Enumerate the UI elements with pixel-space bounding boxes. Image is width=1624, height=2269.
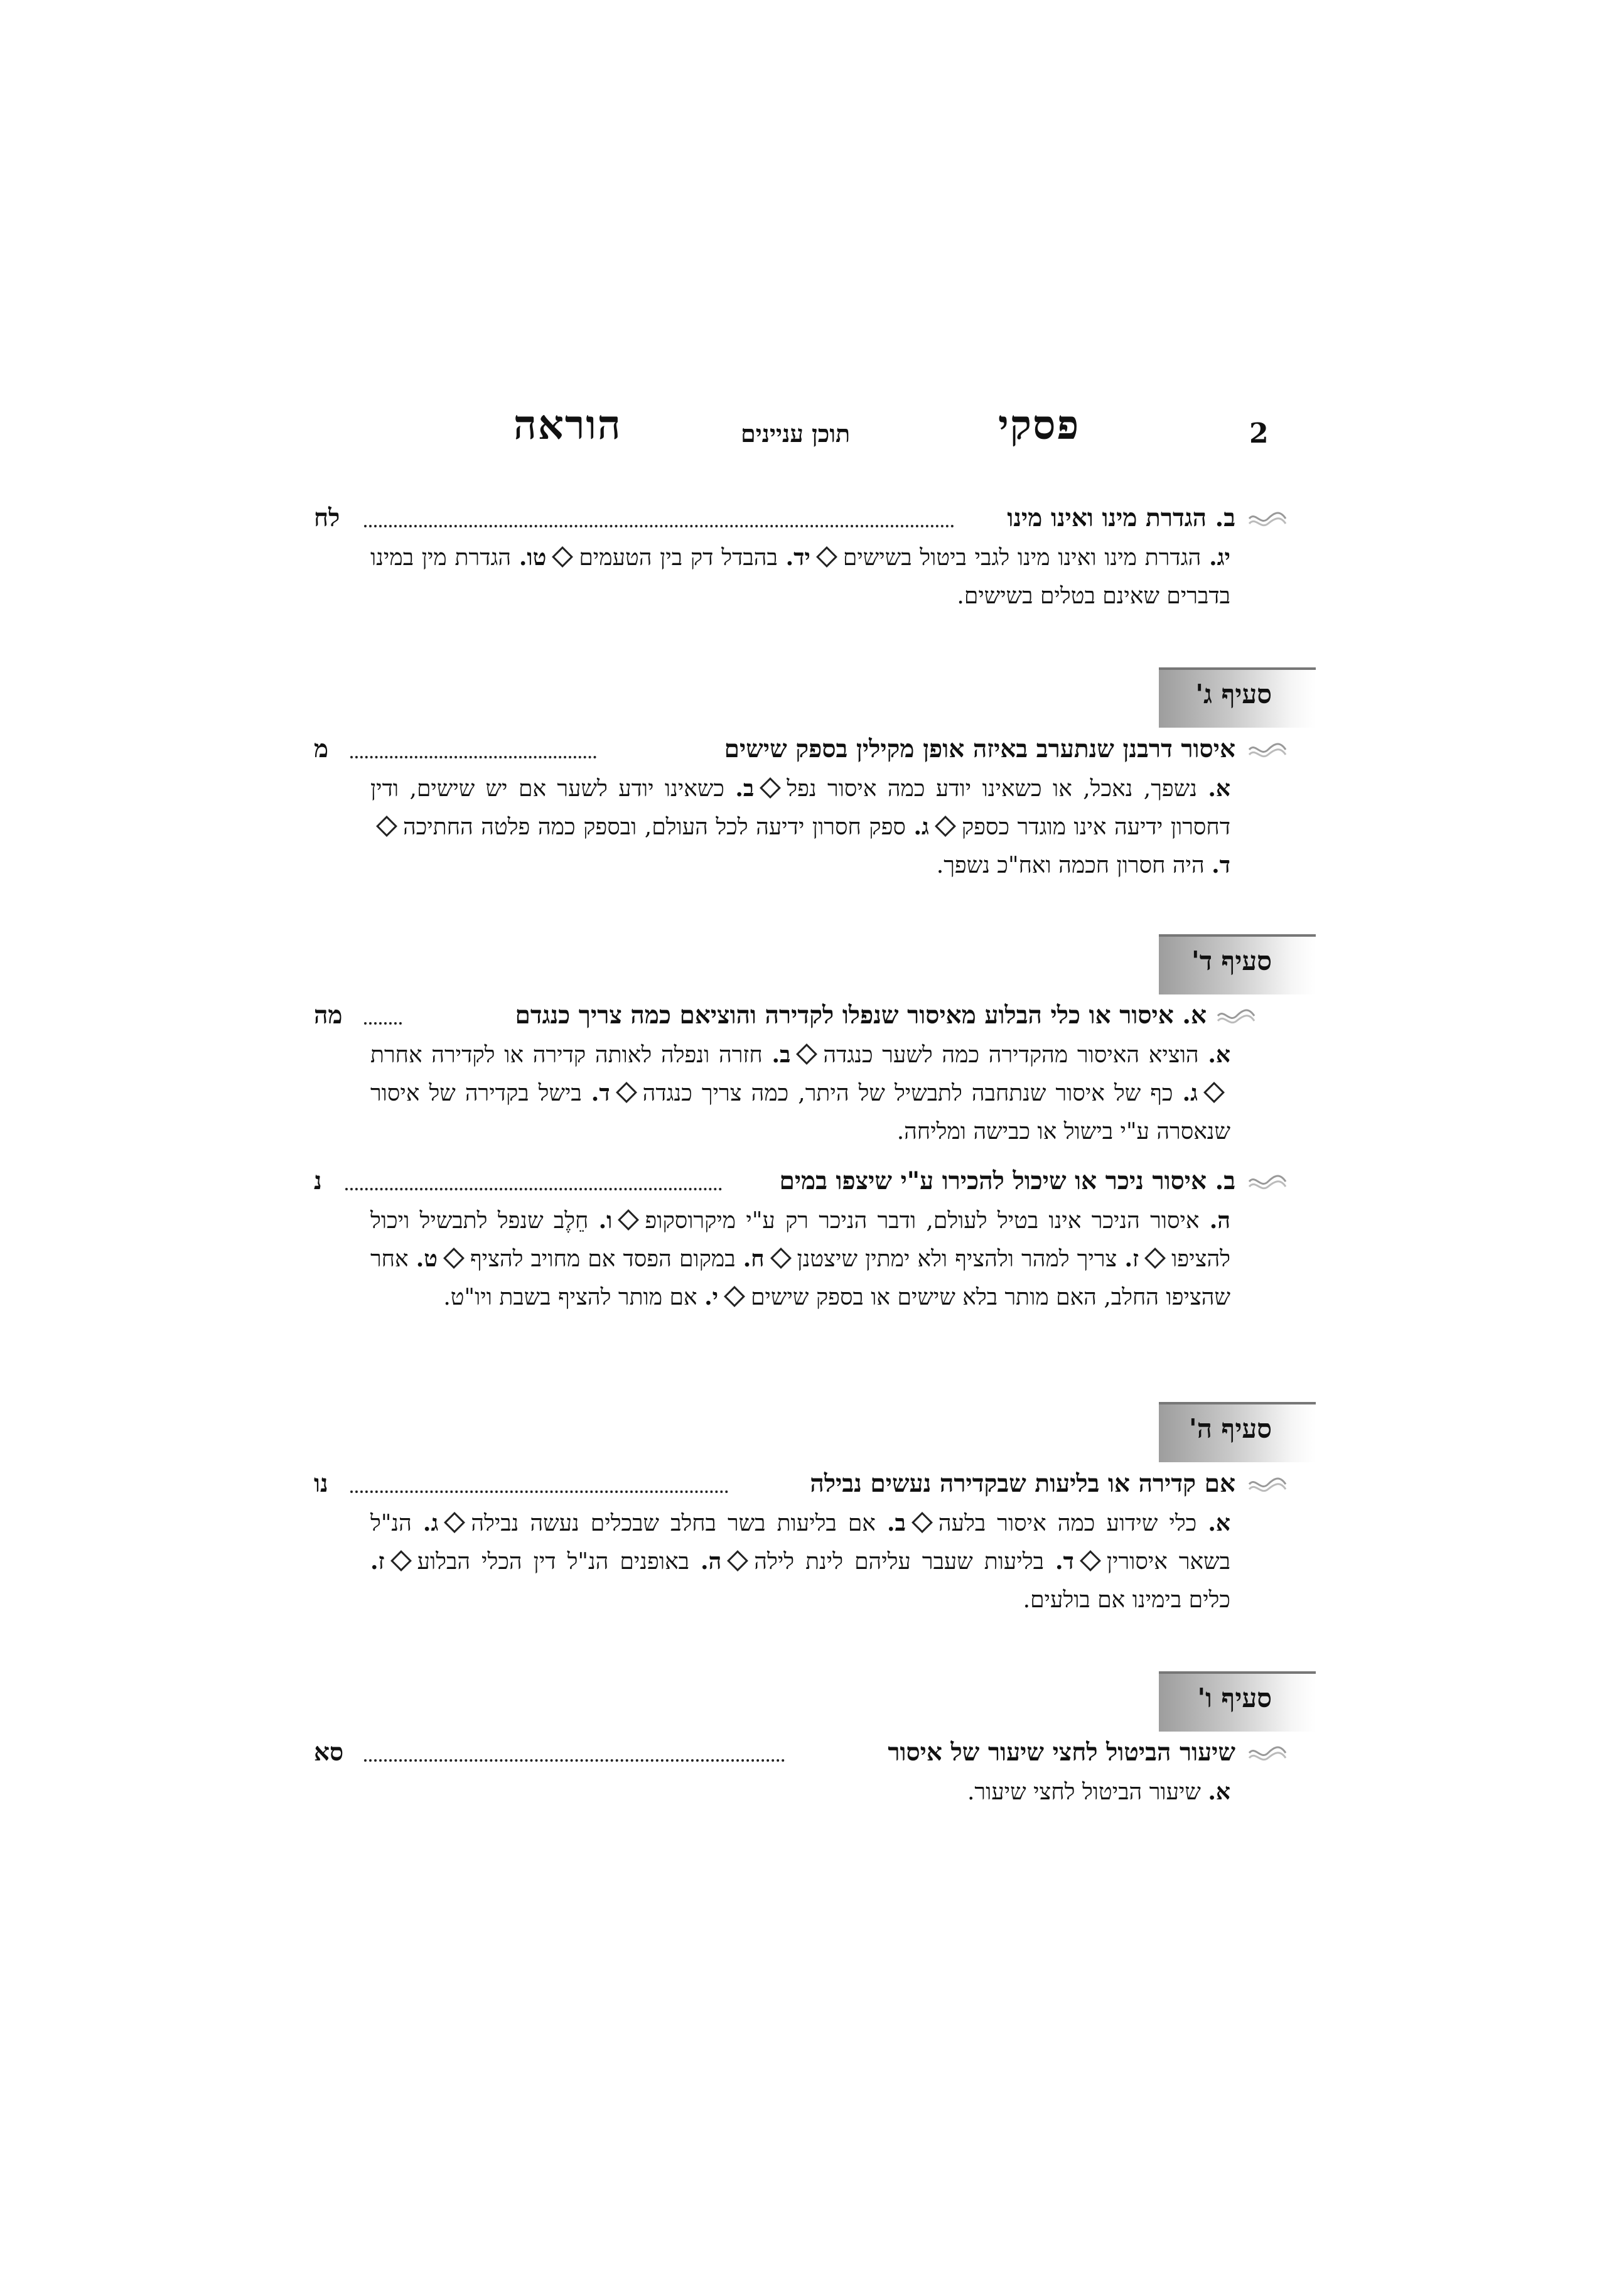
- header-title-right: הוראה: [514, 402, 622, 449]
- entry-summary: א. הוציא האיסור מהקדירה כמה לשער כנגדהב. חזרה ונפלה לאותה קדירה או לקדירה אחרתג. כף של איסור שנתחבה לתבשיל של היתר, כמה צריך כנגדהד. בישל בקדירה של איסור שנאסרה ע"י בישול או כבישה ומליחה.: [370, 1042, 1230, 1145]
- entry-title: איסור דרבנן שנתערב באיזה אופן מקילין בספק שישים: [721, 735, 1235, 763]
- header-title-left: פסקי: [998, 402, 1080, 449]
- entry-summary: א. שיעור הביטול לחצי שיעור.: [967, 1779, 1230, 1805]
- diamond-separator-icon: [935, 816, 956, 837]
- diamond-separator-icon: [1080, 1550, 1101, 1571]
- wave-ornament-icon: [1248, 510, 1287, 529]
- diamond-separator-icon: [618, 1209, 639, 1231]
- entry-page-number: מה: [314, 1001, 343, 1030]
- entry-summary: א. נשפך, נאכל, או כשאינו יודע כמה איסור נפלב. כשאינו יודע לשער אם יש שישים, ודין דחסרון ידיעה אינו מוגדר כספקג. ספק חסרון ידיעה לכל העולם, ובספק כמה פלטה החתיכהד. היה חסרון חכמה ואח"כ נשפך.: [370, 775, 1231, 878]
- diamond-separator-icon: [1203, 1082, 1225, 1103]
- wave-ornament-icon: [1248, 741, 1287, 760]
- wave-ornament-icon: [1248, 1173, 1287, 1192]
- diamond-separator-icon: [1144, 1248, 1166, 1269]
- diamond-separator-icon: [443, 1248, 465, 1269]
- page-number: 2: [1249, 418, 1269, 450]
- dot-leader: [350, 1490, 728, 1493]
- entry-title: ב. איסור ניכר או שיכול להכירו ע"י שיצפו במים: [775, 1167, 1235, 1195]
- toc-entry: [314, 504, 1287, 539]
- entry-page-number: מ: [314, 735, 329, 763]
- entry-title: אם קדירה או בליעות שבקדירה נעשים נבילה: [806, 1469, 1235, 1498]
- diamond-separator-icon: [796, 1043, 817, 1065]
- section-heading: סעיף ד': [1159, 934, 1316, 994]
- entry-page-number: נ: [314, 1167, 322, 1195]
- section-heading: סעיף ג': [1159, 667, 1316, 728]
- dot-leader: [350, 756, 596, 758]
- entry-title: ב. הגדרת מינו ואינו מינו: [1003, 504, 1235, 532]
- entry-summary: א. כלי שידוע כמה איסור בלעהב. אם בליעות בשר בחלב שבכלים נעשה נבילהג. הנ"ל בשאר איסוריןד. בליעות שעבר עליהם לינת לילהה. באופנים הנ"ל דין הכלי הבלועז. כלים בימינו אם בולעים.: [370, 1510, 1231, 1613]
- diamond-separator-icon: [911, 1512, 933, 1533]
- wave-ornament-icon: [1217, 1007, 1256, 1026]
- entry-summary: יג. הגדרת מינו ואינו מינו לגבי ביטול בשישיםיד. בהבדל דק בין הטעמיםטו. הגדרת מין במינו בדברים שאינם בטלים בשישים.: [370, 544, 1230, 609]
- toc-entry: [314, 1738, 1287, 1773]
- toc-entry: [314, 735, 1287, 770]
- toc-entry: [314, 1469, 1287, 1504]
- toc-entry: [314, 1167, 1287, 1202]
- diamond-separator-icon: [724, 1286, 745, 1307]
- diamond-separator-icon: [770, 1248, 792, 1269]
- entry-summary: ה. איסור הניכר אינו בטיל לעולם, ודבר הניכר רק ע"י מיקרוסקופו. חֵלֶב שנפל לתבשיל ויכול להציפוז. צריך למהר ולהציף ולא ימתין שיצטנןח. במקום הפסד אם מחויב להציףט. אחר שהציפו החלב, האם מותר בלא שישים או בספק שישיםי. אם מותר להציף בשבת ויו"ט.: [370, 1207, 1231, 1310]
- toc-entry: [314, 1001, 1287, 1036]
- entry-title: שיעור הביטול לחצי שיעור של איסור: [884, 1738, 1235, 1767]
- diamond-separator-icon: [760, 777, 781, 799]
- header-section-title: תוכן עניינים: [741, 419, 851, 448]
- entry-page-number: סא: [314, 1738, 344, 1767]
- dot-leader: [364, 1759, 785, 1762]
- diamond-separator-icon: [376, 816, 397, 837]
- entry-page-number: לח: [314, 504, 340, 532]
- section-heading: סעיף ה': [1159, 1402, 1316, 1462]
- dot-leader: [364, 1022, 402, 1025]
- entry-title: א. איסור או כלי הבלוע מאיסור שנפלו לקדירה והוציאם כמה צריך כנגדם: [512, 1001, 1207, 1030]
- entry-page-number: נו: [314, 1469, 328, 1498]
- diamond-separator-icon: [816, 546, 837, 568]
- dot-leader: [345, 1188, 722, 1190]
- diamond-separator-icon: [444, 1512, 465, 1533]
- diamond-separator-icon: [727, 1550, 748, 1571]
- diamond-separator-icon: [616, 1082, 637, 1103]
- section-heading: סעיף ו': [1159, 1671, 1316, 1732]
- dot-leader: [364, 525, 954, 527]
- diamond-separator-icon: [390, 1550, 412, 1571]
- wave-ornament-icon: [1248, 1475, 1287, 1494]
- wave-ornament-icon: [1248, 1744, 1287, 1763]
- diamond-separator-icon: [552, 546, 573, 568]
